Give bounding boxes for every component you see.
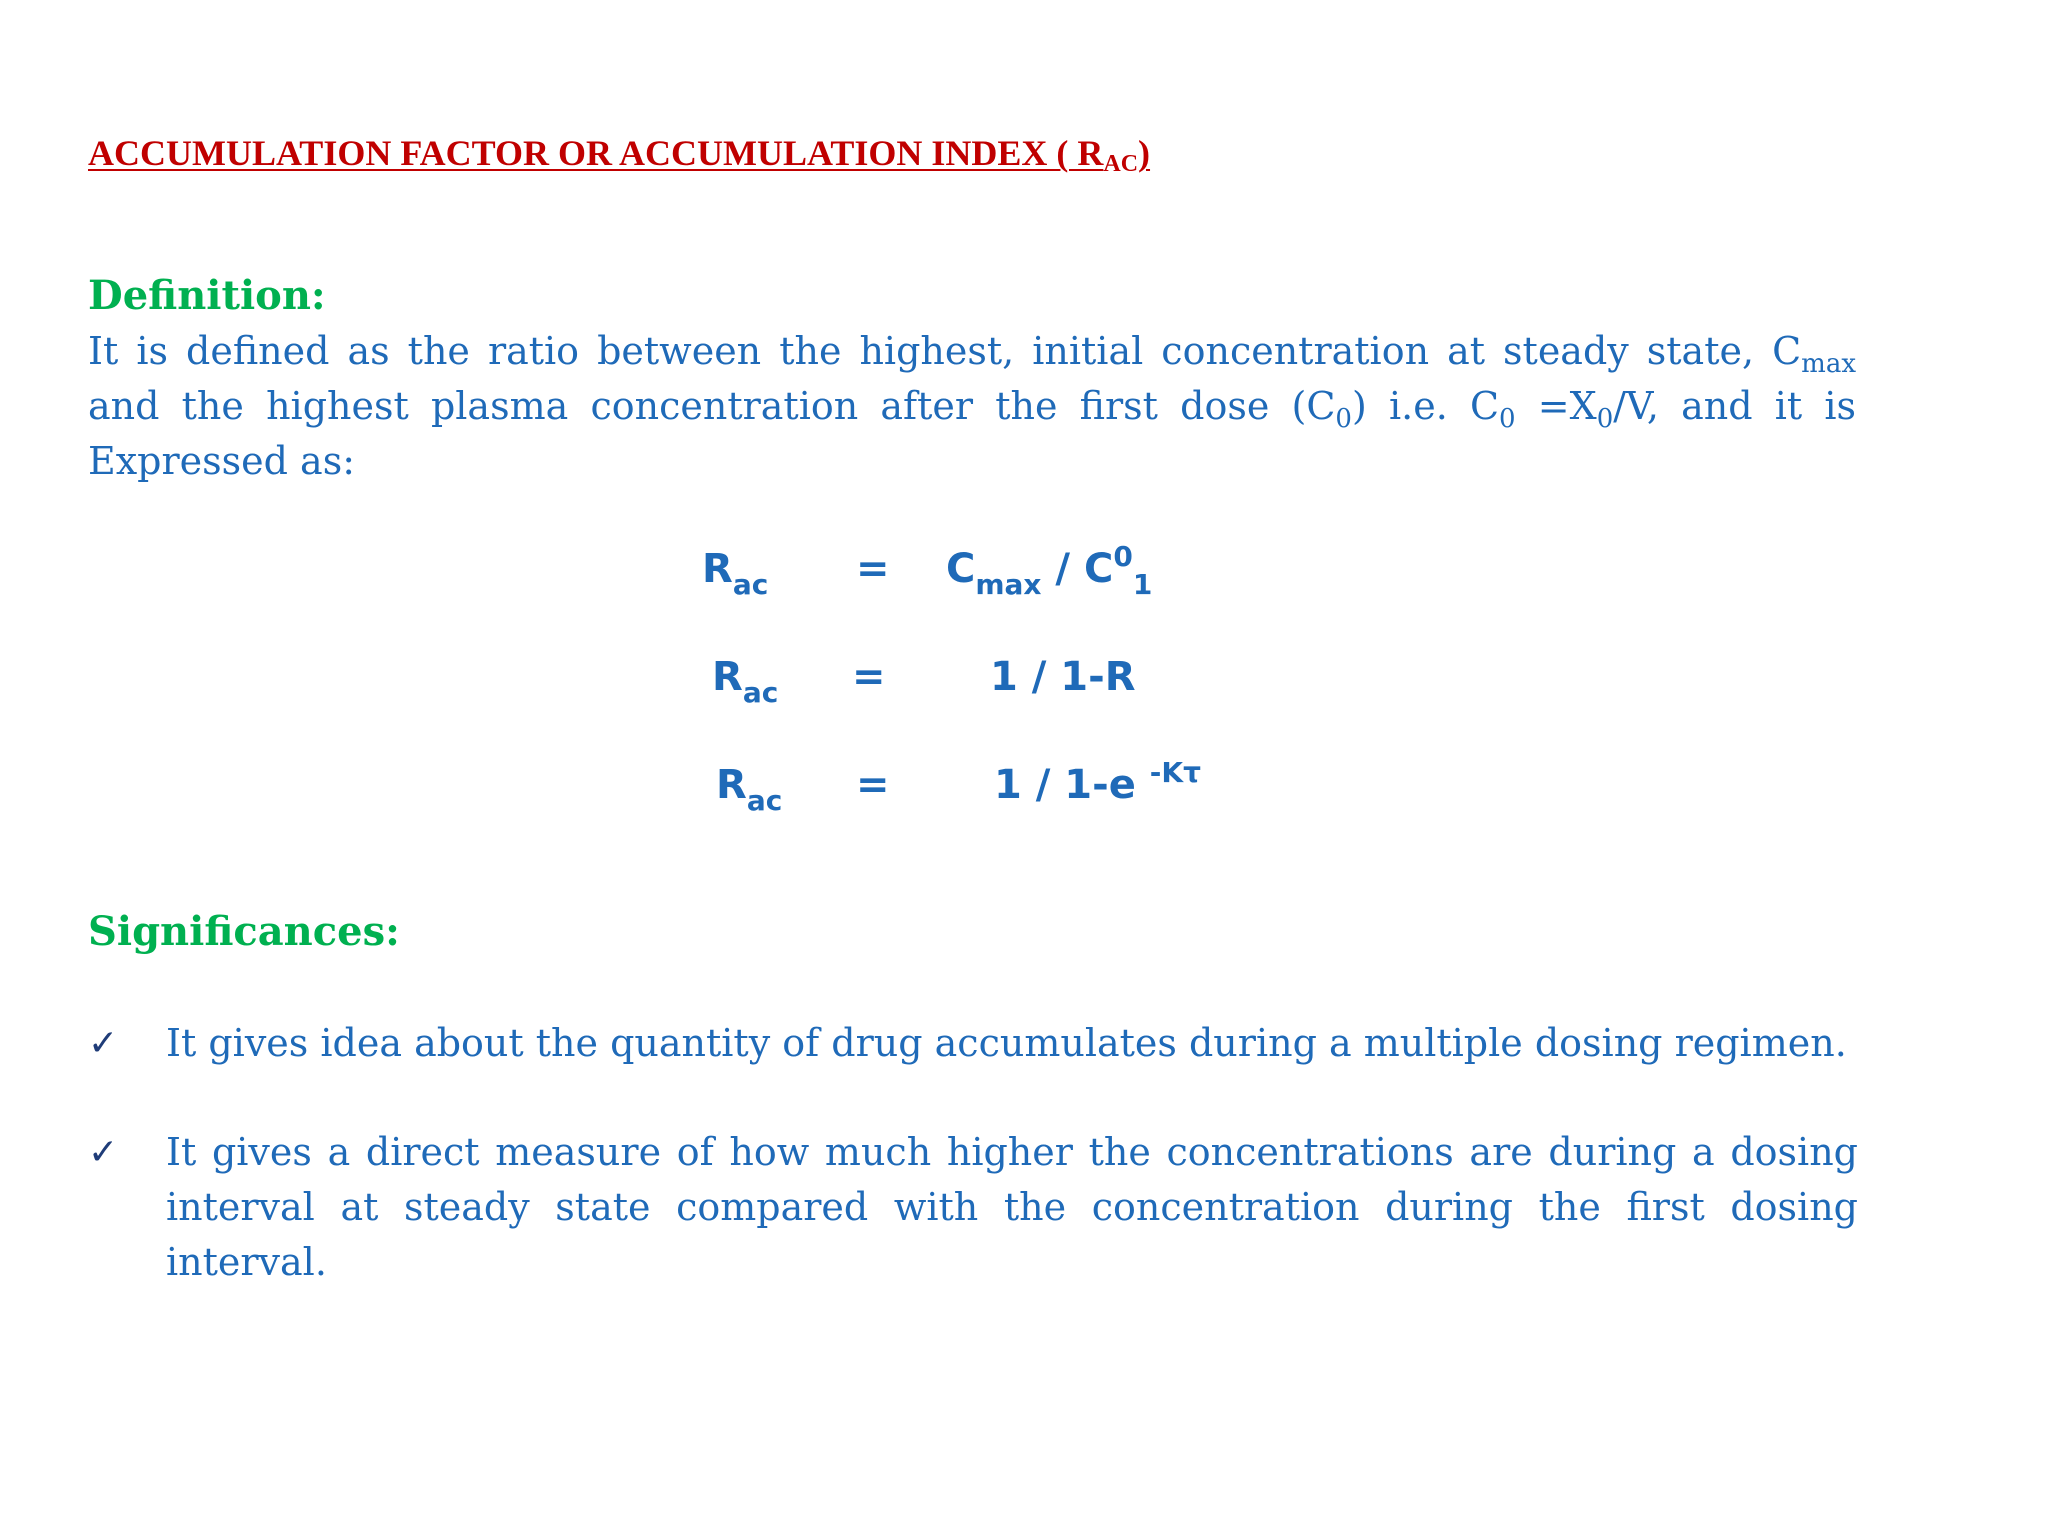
formula-lhs: $R_{ac}$: [702, 546, 769, 601]
definition-heading: Definition:: [88, 272, 326, 319]
list-item: [88, 1125, 1858, 1290]
definition-text: It is defined as the ratio between the highest, initial concentration at steady state, $C_{max}$ and the highest plasma concentration after the first dose $(C_0)$ i.e. $C_0 =X_0/V$, and it is Expressed as:: [88, 329, 1857, 483]
significances-heading: Significances:: [88, 908, 400, 955]
formula-rhs: 1 / 1-e $^{-K\tau}$: [994, 756, 1201, 808]
equals-sign: =: [852, 654, 886, 700]
equals-sign: =: [856, 762, 890, 808]
formula-lhs: $R_{ac}$: [712, 654, 779, 709]
slide-title: [88, 132, 1150, 178]
list-item: [88, 1016, 1858, 1071]
check-icon: ✓: [88, 1023, 119, 1064]
list-item-text: It gives idea about the quantity of drug accumulates during a multiple dosing regimen.: [166, 1021, 1847, 1065]
title-subscript: AC: [1103, 151, 1139, 177]
equals-sign: =: [856, 546, 890, 592]
formula-rhs: $C_{max} / C^0_1$: [946, 540, 1153, 601]
title-main: ACCUMULATION FACTOR OR ACCUMULATION INDEX ( R: [88, 133, 1104, 173]
list-item-text: It gives a direct measure of how much higher the concentrations are during a dosing interval at steady state compared with the concentration during the first dosing interval.: [166, 1130, 1858, 1284]
formula-rhs: 1 / 1-R: [990, 654, 1136, 700]
title-close: ): [1138, 133, 1151, 173]
formula-lhs: $R_{ac}$: [716, 762, 783, 817]
check-icon: ✓: [88, 1132, 119, 1173]
